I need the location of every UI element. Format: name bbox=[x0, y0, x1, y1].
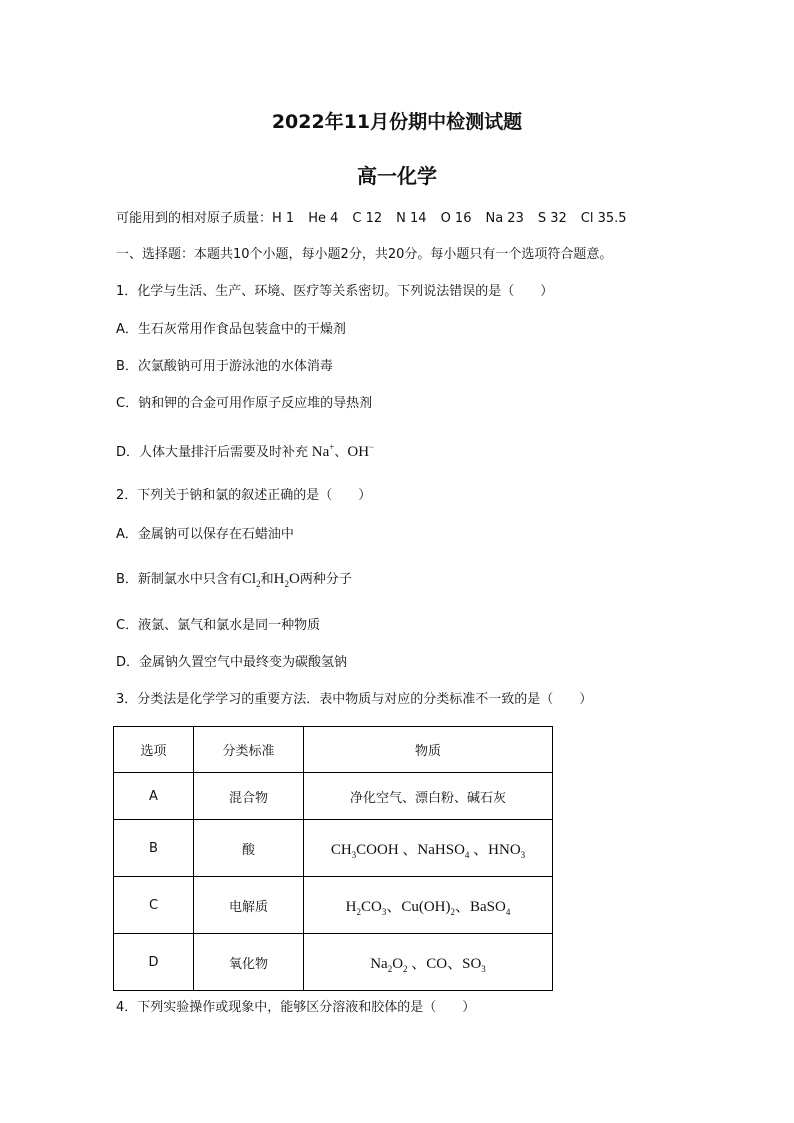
question-1-option-b: B．次氯酸钠可用于游泳池的水体消毒 bbox=[116, 359, 333, 374]
table-cell-option: D bbox=[114, 934, 194, 991]
atomic-mass-item: H 1 bbox=[272, 211, 295, 226]
table-cell-option: B bbox=[114, 820, 194, 877]
classification-table bbox=[113, 726, 553, 991]
question-1-option-d: D．人体大量排汗后需要及时补充 Na+、OH− bbox=[116, 442, 375, 460]
question-1-option-a: A．生石灰常用作食品包装盒中的干燥剂 bbox=[116, 322, 346, 337]
table-cell-category: 氧化物 bbox=[194, 934, 304, 991]
table-header-cell: 物质 bbox=[304, 727, 553, 773]
question-1-option-c: C．钠和钾的合金可用作原子反应堆的导热剂 bbox=[116, 396, 373, 411]
atomic-mass-item: Cl 35.5 bbox=[580, 211, 627, 226]
exam-subtitle: 高一化学 bbox=[357, 164, 437, 188]
table-row bbox=[114, 877, 553, 934]
table-header-row bbox=[114, 727, 553, 773]
table-cell-substances: $Na_2O_2$ 、CO、$SO_3$ bbox=[304, 934, 553, 991]
question-1-stem: 1．化学与生活、生产、环境、医疗等关系密切。下列说法错误的是（ ） bbox=[116, 284, 554, 299]
section-heading: 一、选择题：本题共10个小题，每小题2分，共20分。每小题只有一个选项符合题意。 bbox=[116, 247, 613, 262]
question-2-option-d: D．金属钠久置空气中最终变为碳酸氢钠 bbox=[116, 655, 348, 670]
table-cell-substances: $CH_3COOH$ 、NaHSO$_4$ 、$HNO_3$ bbox=[304, 820, 553, 877]
atomic-mass-item: C 12 bbox=[352, 211, 383, 226]
question-2-stem: 2．下列关于钠和氯的叙述正确的是（ ） bbox=[116, 488, 372, 503]
table-row bbox=[114, 820, 553, 877]
table-header-cell: 选项 bbox=[114, 727, 194, 773]
table-cell-option: C bbox=[114, 877, 194, 934]
atomic-masses-line bbox=[116, 210, 627, 228]
atomic-mass-item: S 32 bbox=[537, 211, 567, 226]
table-cell-category: 酸 bbox=[194, 820, 304, 877]
table-cell-category: 电解质 bbox=[194, 877, 304, 934]
question-3-stem: 3．分类法是化学学习的重要方法．表中物质与对应的分类标准不一致的是（ ） bbox=[116, 692, 593, 707]
table-header-cell: 分类标准 bbox=[194, 727, 304, 773]
question-4-stem: 4．下列实验操作或现象中，能够区分溶液和胶体的是（ ） bbox=[116, 1000, 476, 1015]
atomic-mass-item: N 14 bbox=[396, 211, 427, 226]
atomic-masses-label: 可能用到的相对原子质量： bbox=[116, 211, 273, 226]
table-cell-option: A bbox=[114, 773, 194, 820]
table-cell-category: 混合物 bbox=[194, 773, 304, 820]
table-cell-substances: 净化空气、漂白粉、碱石灰 bbox=[304, 773, 553, 820]
atomic-mass-item: He 4 bbox=[308, 211, 339, 226]
atomic-mass-item: O 16 bbox=[440, 211, 472, 226]
table-row bbox=[114, 773, 553, 820]
table-row bbox=[114, 934, 553, 991]
exam-title: 2022年11月份期中检测试题 bbox=[271, 111, 523, 133]
table-cell-substances: $H_2CO_3$、$Cu(OH)_2$、BaSO$_4$ bbox=[304, 877, 553, 934]
atomic-mass-item: Na 23 bbox=[485, 211, 524, 226]
question-2-option-a: A．金属钠可以保存在石蜡油中 bbox=[116, 527, 294, 542]
question-2-option-b: B．新制氯水中只含有$Cl_2$和$H_2O$两种分子 bbox=[116, 571, 352, 589]
question-2-option-c: C．液氯、氯气和氯水是同一种物质 bbox=[116, 618, 321, 633]
